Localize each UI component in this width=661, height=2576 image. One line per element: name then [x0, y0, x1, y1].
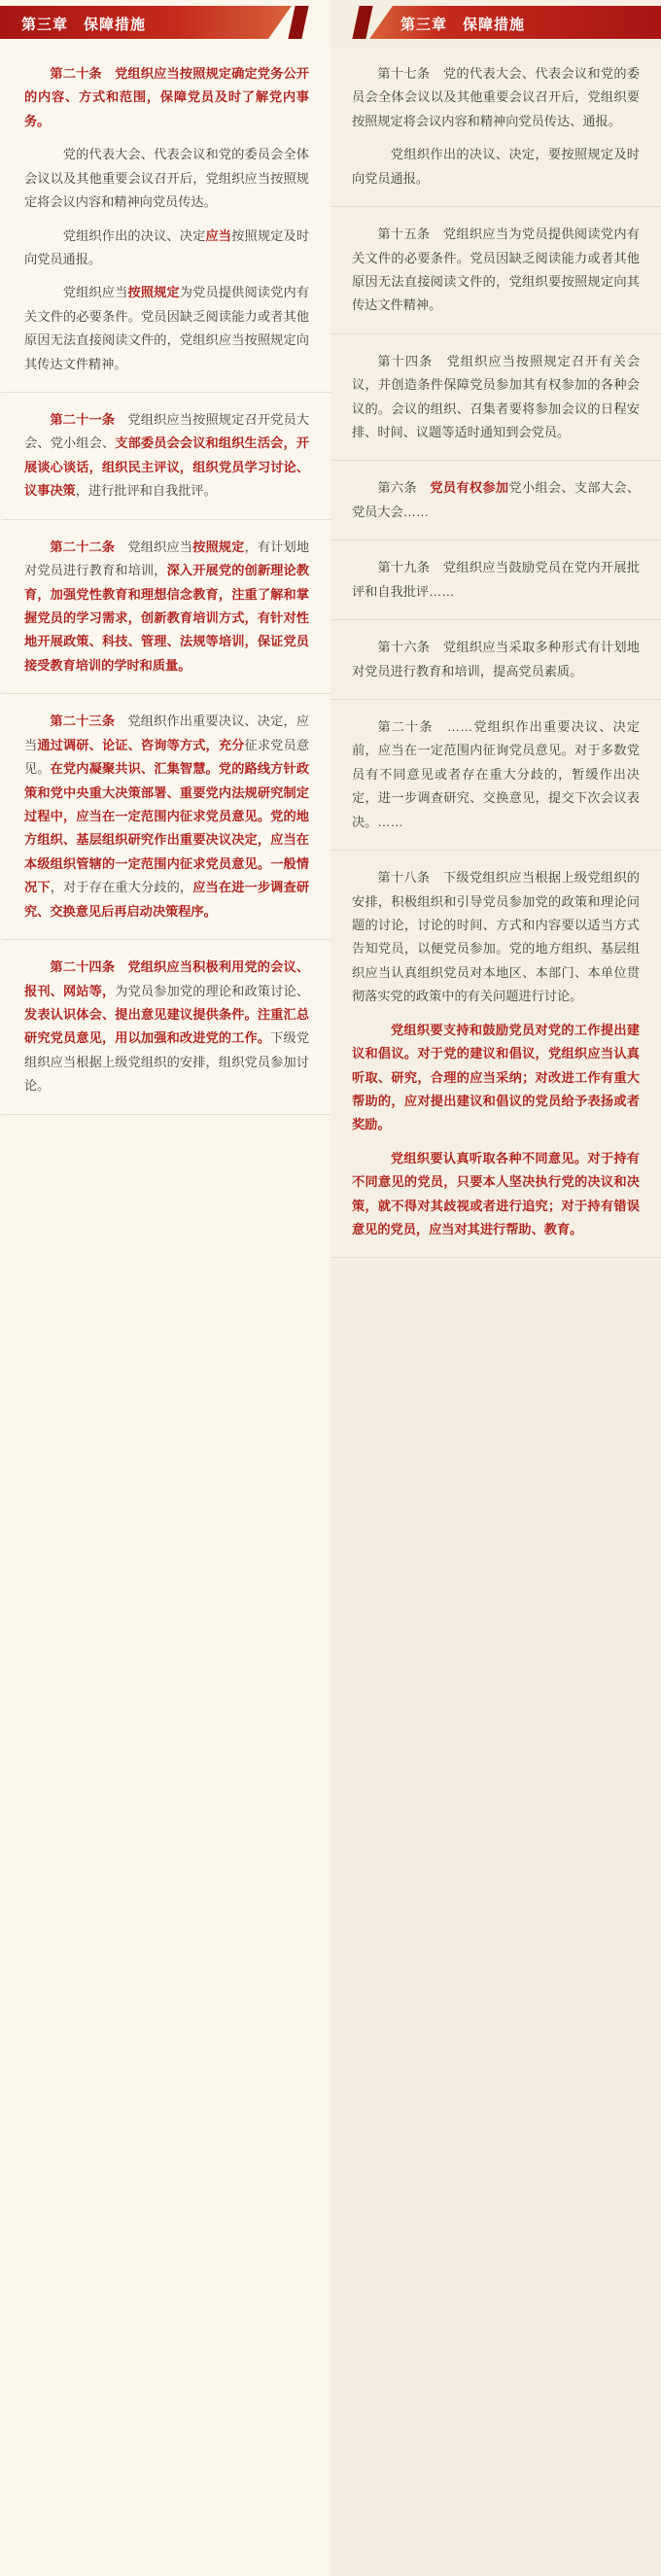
article-paragraph: [24, 408, 309, 504]
body-text: ……党组织作出重要决议、决定前，应当在一定范围内征询党员意见。对于多数党员有不同意见或者存在重大分歧的，暂缓作出决定，进一步调查研究、交换意见，提交下次会议表决。……: [352, 719, 641, 829]
article-paragraph: [24, 281, 309, 376]
chapter-title-right: 第三章 保障措施: [400, 16, 526, 33]
body-text: [417, 480, 431, 495]
article-number: 第二十条: [50, 66, 102, 81]
highlighted-text: 支部委员会会议和组织生活会，开展谈心谈话，组织民主评议，组织党员: [24, 435, 310, 474]
article-card: [330, 207, 661, 334]
body-text: 为党员参加党的理论和政策讨论、: [115, 983, 310, 998]
body-text: 党组织作出的决议、决定，要按照规定及时向党员通报。: [352, 147, 640, 186]
article-card: [330, 851, 661, 1258]
highlighted-text: 应当: [205, 227, 232, 243]
left-column: [0, 47, 330, 1115]
article-paragraph: [352, 556, 640, 604]
article-paragraph: [352, 866, 640, 1009]
banner-accent-left: [288, 6, 308, 39]
article-paragraph: [352, 715, 640, 834]
article-paragraph: [352, 476, 640, 524]
body-text: 党组织应当按照规定召开党员大会、党小组会、: [24, 412, 310, 451]
article-paragraph: [24, 143, 309, 214]
article-paragraph: [24, 62, 309, 133]
highlighted-text: 按照规定: [192, 539, 245, 554]
chapter-banner-right: [330, 0, 661, 47]
highlighted-text: 发表认识体会、提出意见建议提供条件。: [24, 1006, 258, 1022]
article-paragraph: [352, 1147, 640, 1242]
highlighted-text: 按照规定: [127, 285, 180, 300]
article-number: 第二十三条: [50, 714, 116, 729]
article-number: 第二十二条: [50, 539, 116, 554]
article-paragraph: [24, 956, 309, 1098]
article-paragraph: [352, 350, 640, 445]
article-card: [330, 47, 661, 207]
body-text: 党组织应当: [115, 539, 193, 554]
body-text: 党组织作出重要决议、决定，应当: [24, 714, 310, 752]
body-text: 党的代表大会、代表会议和党的委员会全体会议以及其他重要会议召开后，党组织要按照规定将会议内容和精神向党员传达、通报。: [352, 66, 640, 128]
right-column: [330, 47, 661, 1258]
body-text: 下级党组织应当根据上级党组织的安排，组织党员参加讨论。: [24, 1030, 310, 1094]
article-number: 第二十一条: [50, 412, 116, 428]
article-card: [0, 393, 330, 520]
article-card: [0, 694, 330, 940]
highlighted-text: 通过调研、论证、咨询等方式，充分: [37, 737, 245, 752]
body-text: 第十八条: [377, 870, 431, 886]
article-paragraph: [24, 536, 309, 679]
article-paragraph: [352, 636, 640, 683]
body-text: 党组织作出的决议、决定: [50, 227, 206, 243]
body-text: 第十五条: [377, 226, 431, 242]
highlighted-text: ，注重了解和掌握党员的学习需求，创新教育培训方式，有针对性地开展政策、科技、管理、法规等培训，保证党员接受教育培训的学时和质量。: [24, 586, 310, 673]
body-text: 第十九条: [377, 560, 431, 575]
highlighted-text: 应当在进一步调查研究、交换意见后再启动决策程序。: [24, 880, 310, 919]
body-text: 第十六条: [377, 640, 431, 655]
chapter-banner-left: [0, 0, 330, 47]
highlighted-text: 党组织应当按照规定确定党务公开的内容、方式和范围，保障党员及时了解党内事务。: [24, 66, 310, 128]
highlighted-text: 党组织要认真听取各种不同意见。对于持有不同意见的党员，只要本人坚决执行党的决议和决策，就不得对其歧视或者进行追究；对于持有错误意见的党员，应当对其进行帮助、教育。: [352, 1150, 640, 1237]
body-text: 党组织应当: [50, 285, 128, 300]
body-text: ，对于存在重大分歧的，: [50, 880, 193, 895]
highlighted-text: 在党内凝聚共识、汇集智慧。党的路线方针政策和党中央重大决策部署、重要党内法规研究制定过程中，应当在一定范围内征求党员意见。党的地方组织、基层组织研究作出重要决议决定，应当在本级组织管辖的一定范围内征求党员意见。一般情况下: [24, 761, 310, 895]
highlighted-text: 党组织应当积极利用党的会议、报刊、网站等，: [24, 959, 310, 998]
article-paragraph: [24, 710, 309, 923]
article-card: [0, 47, 330, 393]
article-card: [330, 461, 661, 540]
body-text: 党小组会、支部大会、党员大会……: [352, 480, 641, 519]
body-text: 党的代表大会、代表会议和党的委员会全体会议以及其他重要会议召开后，党组织应当按照规定将会议内容和精神向党员传达。: [24, 147, 309, 210]
body-text: 党组织应当按照规定召开有关会议，并创造条件保障党员参加其有权参加的各种会议的。会议的组织、召集者要将参加会议的日程安排、时间、议题等适时通知到会党员。: [352, 353, 641, 440]
highlighted-text: 学习讨论、议事决策: [24, 459, 310, 499]
chapter-title-left: 第三章 保障措施: [21, 16, 147, 33]
body-text: 第十七条: [377, 66, 431, 81]
body-text: ，进行批评和自我批评。: [75, 483, 217, 499]
chapter-banner-row: [0, 0, 661, 47]
highlighted-text: 注重汇总研究党员意见，用以加强和改进党的工作。: [24, 1006, 310, 1046]
highlighted-text: 党员有权参加: [430, 480, 509, 496]
article-paragraph: [352, 223, 640, 318]
article-card: [330, 700, 661, 851]
article-card: [330, 334, 661, 462]
article-card: [330, 620, 661, 700]
article-paragraph: [24, 225, 309, 272]
body-text: 第二十条: [377, 719, 434, 735]
two-column-body: [0, 47, 661, 1258]
article-paragraph: [352, 62, 640, 133]
body-text: 第十四条: [377, 353, 434, 368]
article-paragraph: [352, 143, 640, 191]
banner-accent-right: [352, 6, 372, 39]
highlighted-text: 深入开展党的创新理论教育，加强党性教育和理想信念教育: [24, 563, 310, 602]
highlighted-text: 党组织要支持和鼓励党员对党的工作提出建议和倡议。对于党的建议和倡议，党组织应当认真听取、研究，合理的应当采纳；对改进工作有重大帮助的，应对提出建议和倡议的党员给予表扬或者奖励。: [352, 1022, 640, 1132]
article-card: [330, 540, 661, 620]
body-text: 党组织应当采取多种形式有计划地对党员进行教育和培训，提高党员素质。: [352, 640, 640, 679]
body-text: 下级党组织应当根据上级党组织的安排，积极组织和引导党员参加党的政策和理论问题的讨论，讨论的时间、方式和内容要以适当方式告知党员，以便党员参加。党的地方组织、基层组织应当认真组织党员对本地区、本部门、本单位贯彻落实党的政策中的有关问题进行讨论。: [352, 870, 640, 1004]
body-text: 按照规定及时向党员通报。: [24, 227, 310, 266]
article-card: [0, 940, 330, 1115]
body-text: ，有计划地对党员进行教育和培训，: [24, 539, 310, 578]
body-text: 党组织应当为党员提供阅读党内有关文件的必要条件。党员因缺乏阅读能力或者其他原因无法直接阅读文件的，党组织要按照规定向其传达文件精神。: [352, 226, 640, 313]
article-number: 第二十四条: [50, 959, 116, 975]
article-card: [0, 520, 330, 695]
body-text: 征求党员意见。: [24, 737, 310, 777]
body-text: 党组织应当鼓励党员在党内开展批评和自我批评……: [352, 560, 640, 599]
body-text: 第六条: [377, 480, 417, 496]
article-paragraph: [352, 1019, 640, 1137]
body-text: 为党员提供阅读党内有关文件的必要条件。党员因缺乏阅读能力或者其他原因无法直接阅读文件的，党组织应当按照规定向其传达文件精神。: [24, 285, 310, 371]
